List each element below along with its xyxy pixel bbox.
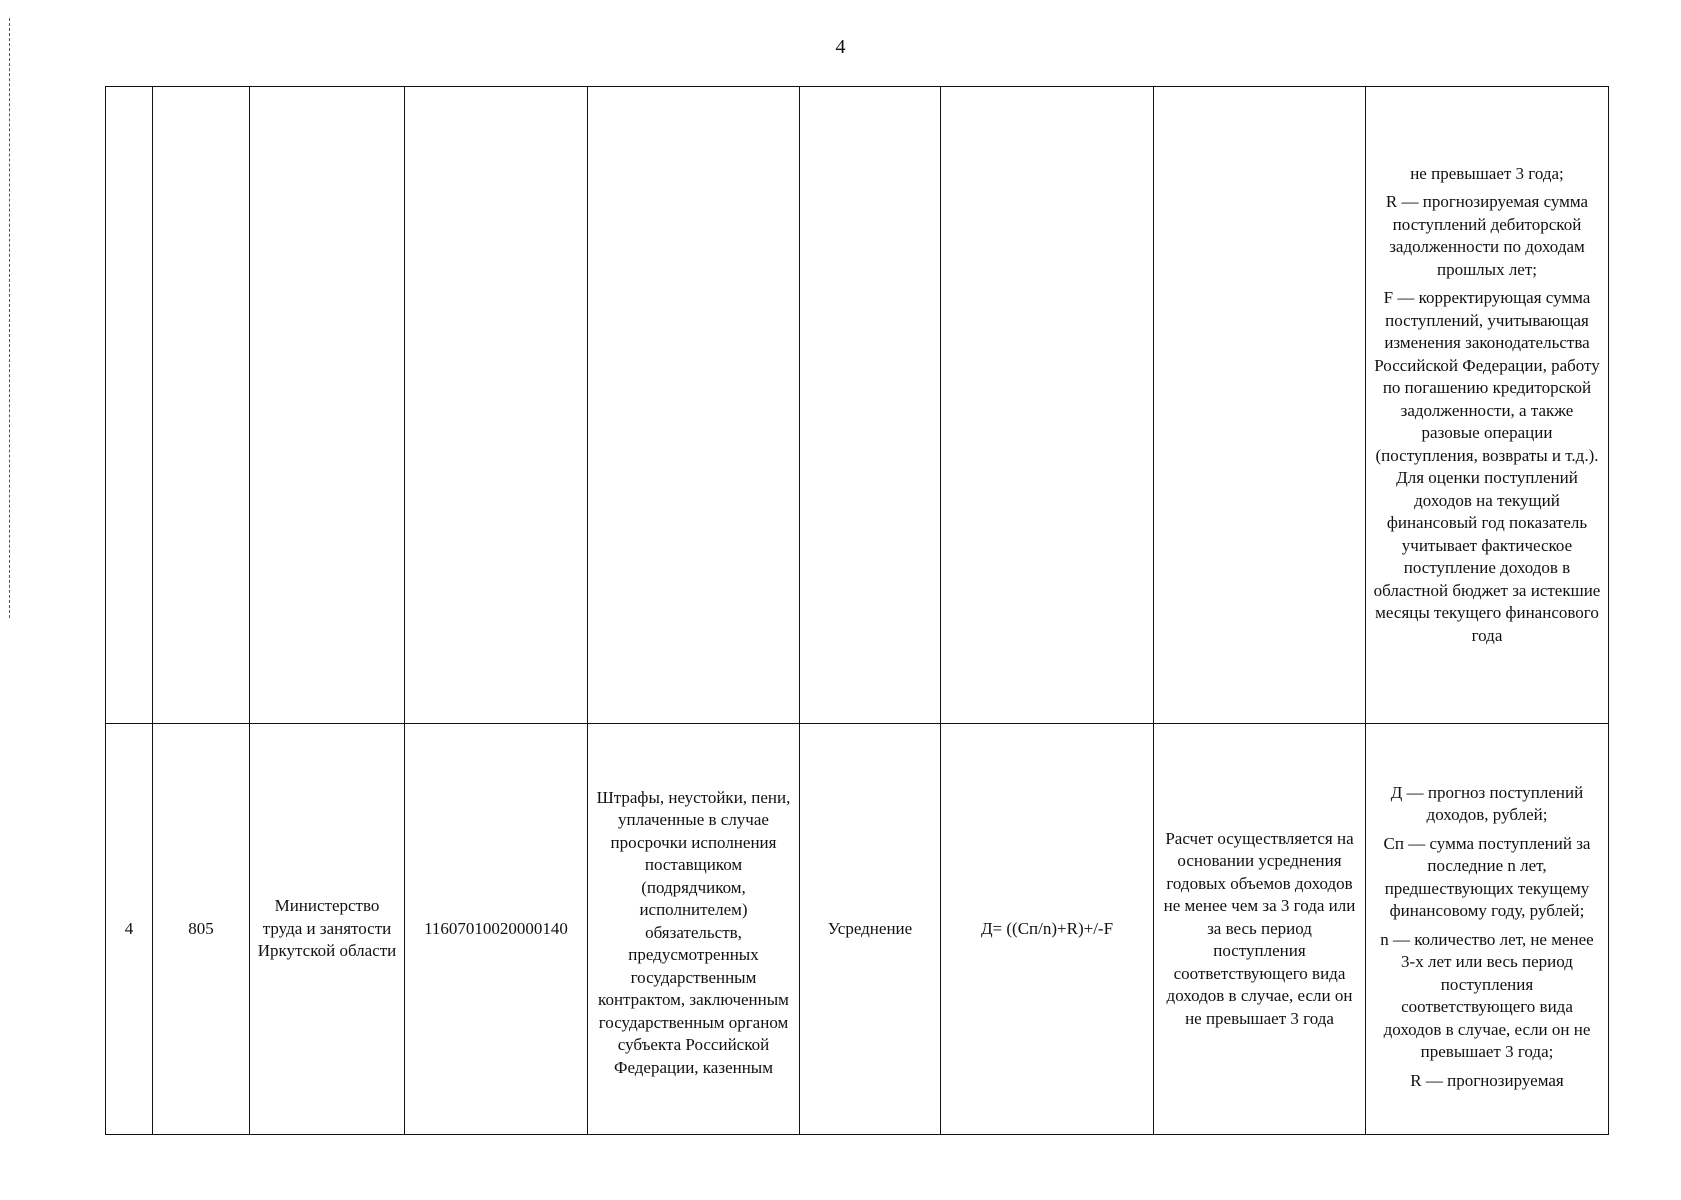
table-row [106,724,1609,1135]
cell-algorithm-empty [1154,87,1366,724]
explanation-paragraph: n — количество лет, не менее 3-х лет или весь период поступления соответствующего вида доходов в случае, если он не превышает 3 года; [1380,929,1594,1062]
cell-kbk: 11607010020000140 [405,724,588,1135]
scan-edge-line [9,18,10,618]
income-forecast-table [105,86,1609,1135]
cell-algorithm: Расчет осуществляется на основании усреднения годовых объемов доходов не менее чем за 3 года или за весь период поступления соответствующего вида доходов в случае, если он не превышает 3 года [1154,724,1366,1135]
cell-income-name: Штрафы, неустойки, пени, уплаченные в случае просрочки исполнения поставщиком (подрядчиком, исполнителем) обязательств, предусмотренных государственным контрактом, заключенным государственным органом субъекта Российской Федерации, казенным [588,724,800,1135]
cell-formula: Д= ((Сп/n)+R)+/-F [941,724,1154,1135]
page-number: 4 [835,36,846,58]
explanation-paragraph: R — прогнозируемая [1410,1070,1564,1090]
cell-method: Усреднение [800,724,941,1135]
cell-num: 4 [106,724,153,1135]
cell-formula-empty [941,87,1154,724]
cell-kbk-empty [405,87,588,724]
explanation-paragraph: Сп — сумма поступлений за последние n лет, предшествующих текущему финансовому году, рублей; [1383,833,1591,921]
explanation-paragraph: не превышает 3 года; [1410,163,1564,183]
table-row-continued [106,87,1609,724]
cell-explanation-continued [1366,87,1609,724]
cell-admin-code-empty [153,87,250,724]
explanation-paragraph: F — корректирующая сумма поступлений, учитывающая изменения законодательства Российской Федерации, работу по погашению кредиторской задолженности, а также разовые операции (поступления, возвраты и т.д.). Для оценки поступлений доходов на текущий финансовый год показатель учитывает фактическое поступление доходов в областной бюджет за истекшие месяцы текущего финансового года [1373,288,1601,645]
cell-admin-name-empty [250,87,405,724]
cell-admin-name: Министерство труда и занятости Иркутской области [250,724,405,1135]
cell-method-empty [800,87,941,724]
cell-admin-code: 805 [153,724,250,1135]
cell-num-empty [106,87,153,724]
cell-explanation [1366,724,1609,1135]
explanation-paragraph: R — прогнозируемая сумма поступлений дебиторской задолженности по доходам прошлых лет; [1385,192,1589,279]
explanation-paragraph: Д — прогноз поступлений доходов, рублей; [1390,782,1584,825]
cell-income-name-empty [588,87,800,724]
